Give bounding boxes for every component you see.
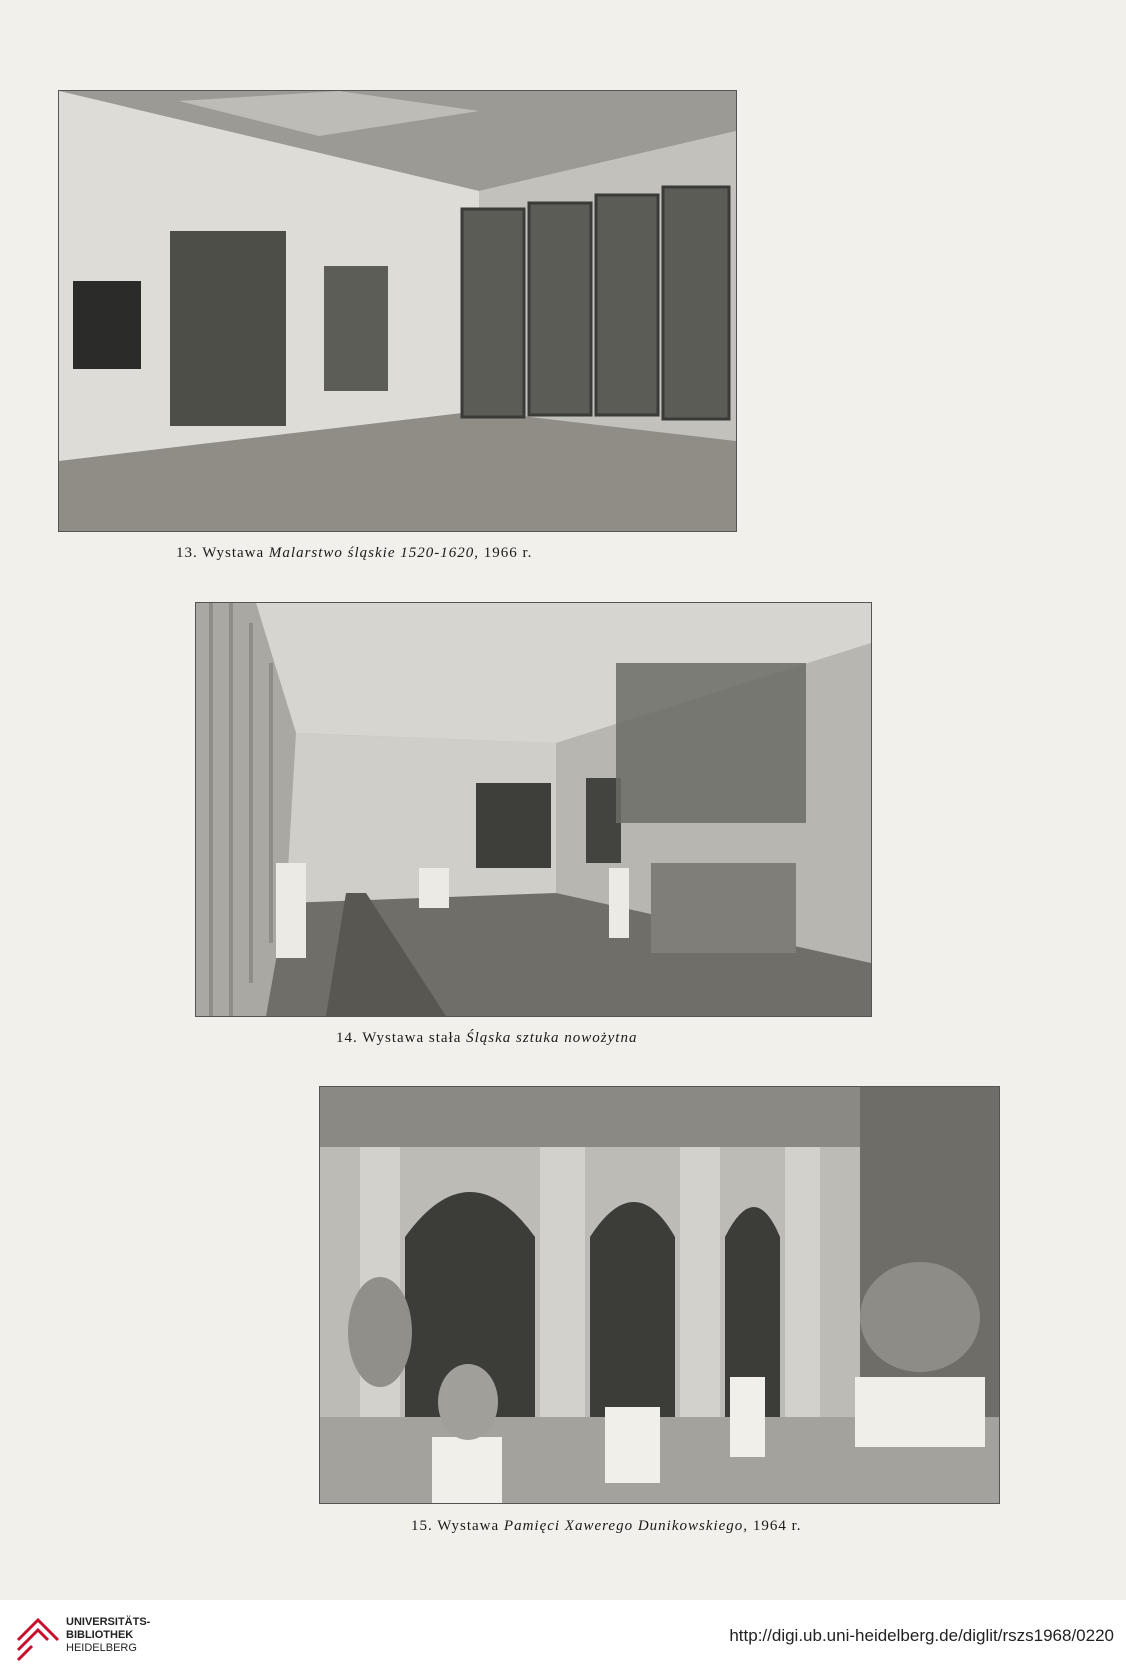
institution-name [66, 1616, 150, 1655]
caption-title: Śląska sztuka nowożytna [466, 1030, 638, 1046]
caption-title: Pamięci Xawerego Dunikowskiego, [503, 1518, 749, 1534]
caption-suffix: 1964 r. [752, 1518, 802, 1534]
footer-bar [0, 1600, 1126, 1679]
caption-number: 14. [336, 1030, 358, 1046]
caption-14 [336, 1030, 637, 1047]
photo-13-exhibition-hall [59, 91, 736, 531]
caption-prefix: Wystawa [437, 1518, 500, 1534]
caption-title: Malarstwo śląskie 1520-1620, [268, 545, 479, 561]
caption-number: 13. [176, 545, 198, 561]
caption-suffix: 1966 r. [483, 545, 533, 561]
institution-line-1: UNIVERSITÄTS- [66, 1616, 151, 1628]
caption-15 [411, 1518, 801, 1535]
caption-prefix: Wystawa [202, 545, 265, 561]
institution-line-2: BIBLIOTHEK [66, 1629, 134, 1641]
caption-number: 15. [411, 1518, 433, 1534]
university-library-logo-icon [12, 1610, 72, 1670]
institution-line-3: HEIDELBERG [66, 1642, 137, 1654]
caption-prefix: Wystawa stała [362, 1030, 462, 1046]
photo-15-sculpture-arcade [320, 1087, 999, 1503]
photo-14-gallery-corridor [196, 603, 871, 1016]
digital-copy-url[interactable]: http://digi.ub.uni-heidelberg.de/diglit/rszs1968/0220 [729, 1626, 1114, 1645]
caption-13 [176, 545, 532, 562]
